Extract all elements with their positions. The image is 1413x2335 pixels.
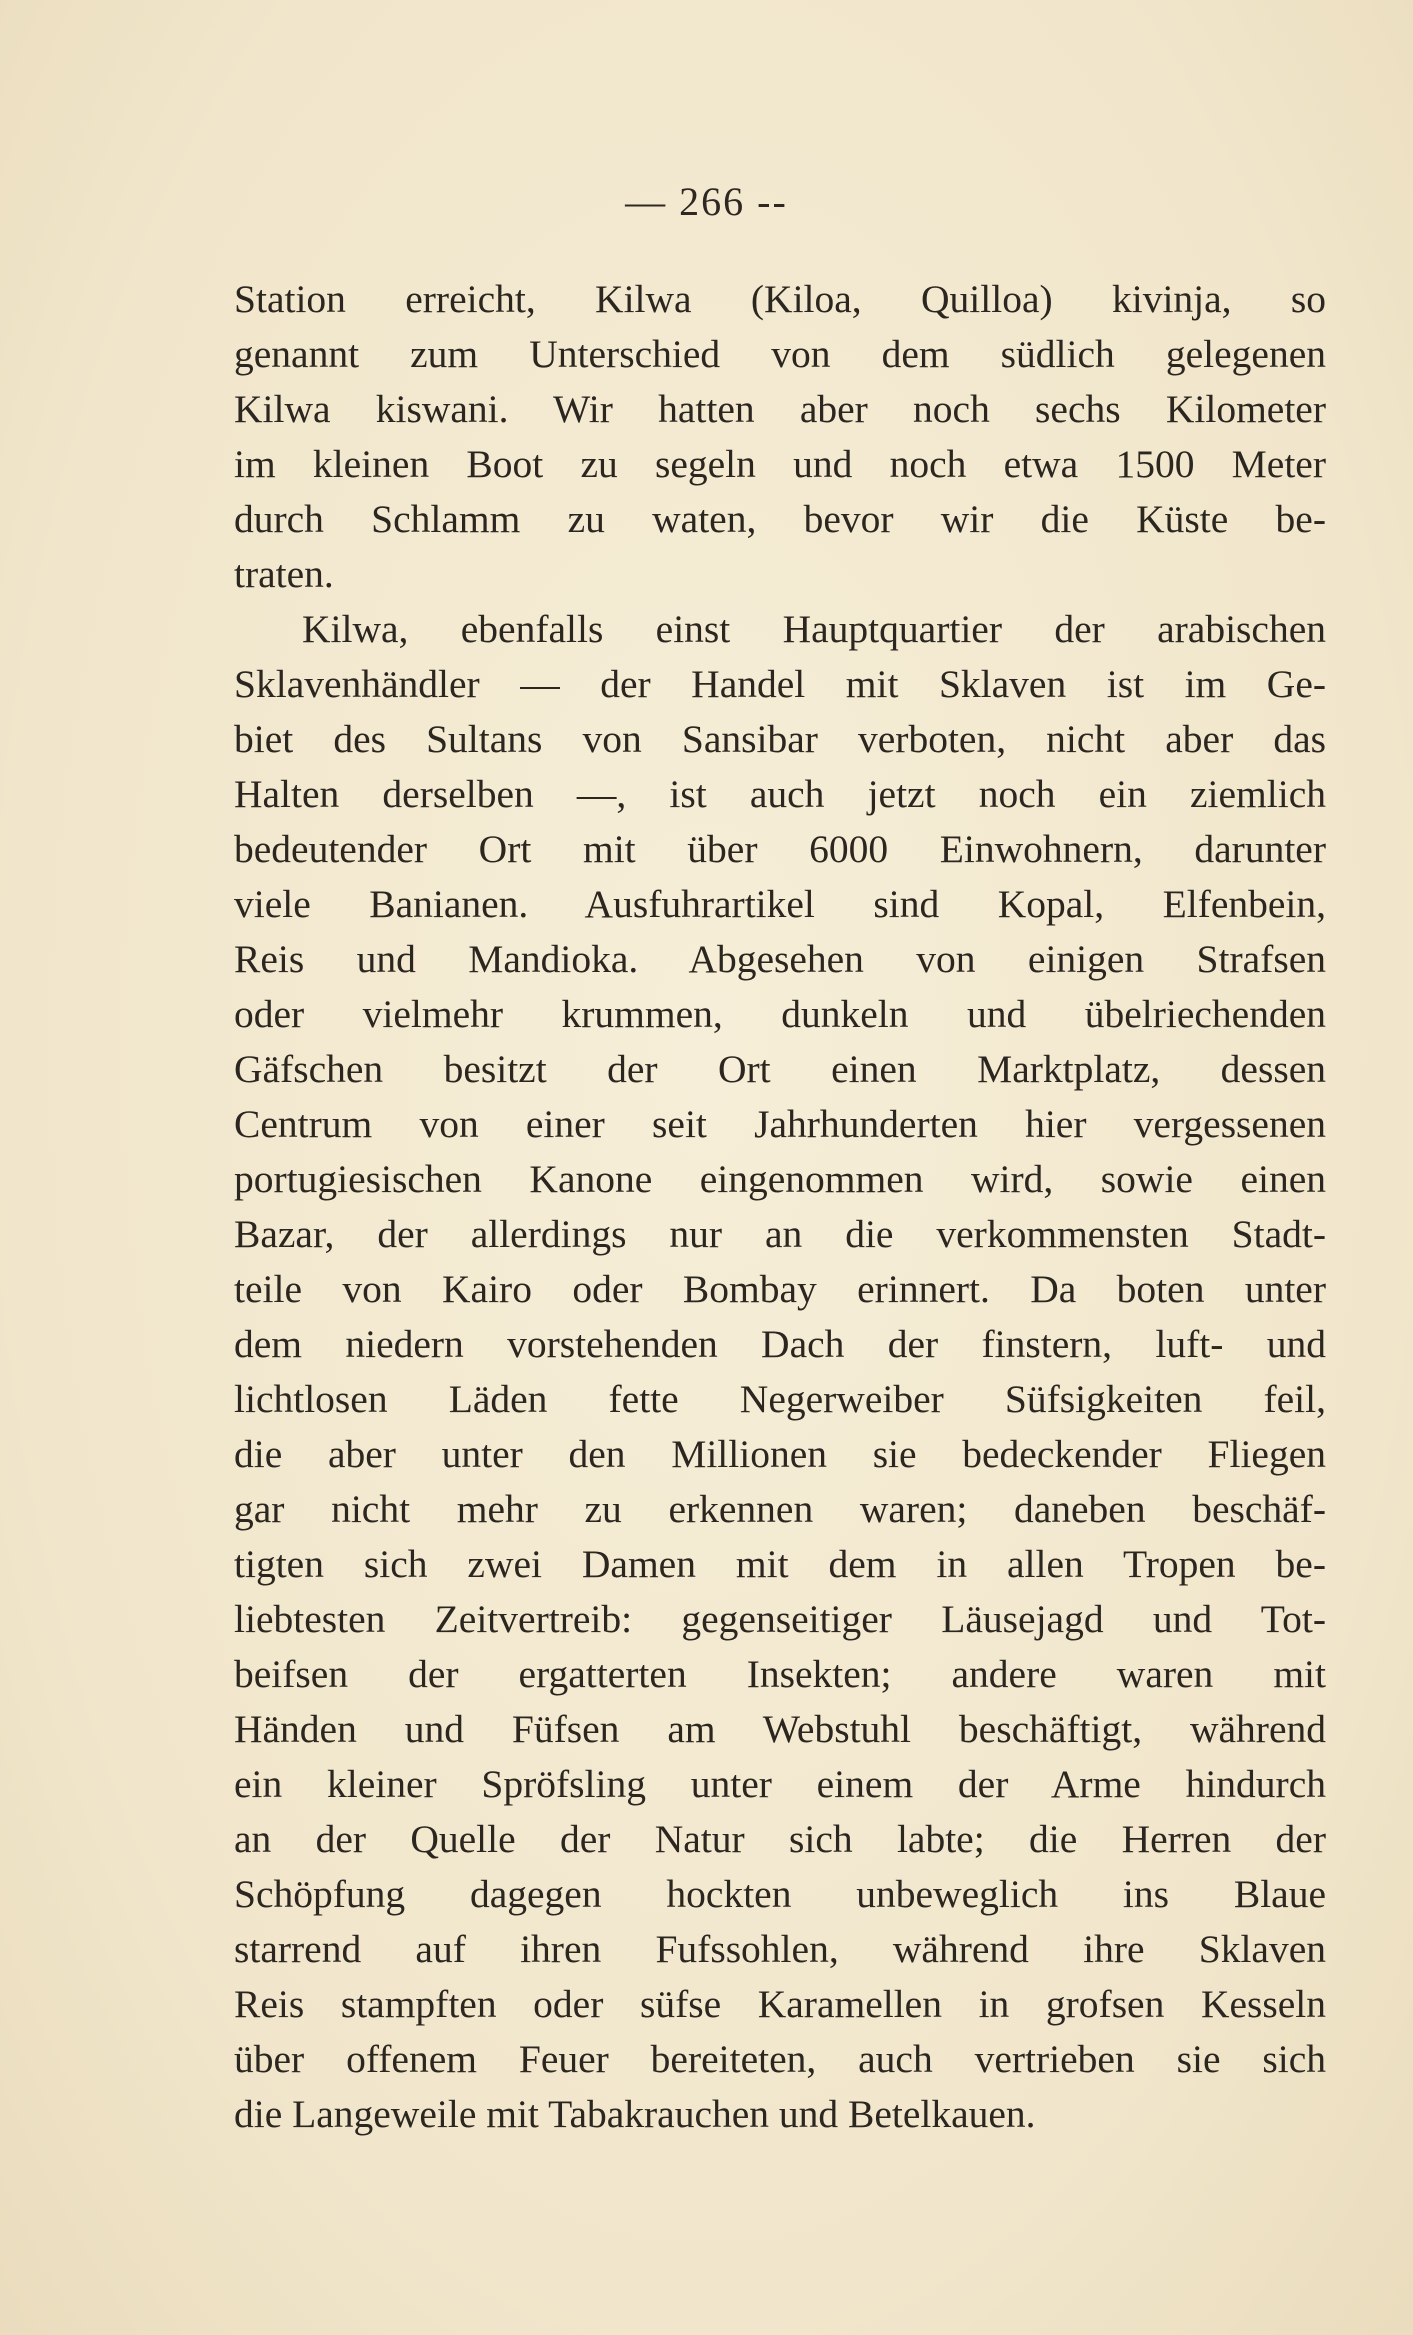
text-line: Station erreicht, Kilwa (Kiloa, Quilloa) kivinja, so: [234, 277, 1326, 321]
text-line: durch Schlamm zu waten, bevor wir die Küste be-: [234, 497, 1326, 541]
paragraph-first-line: Kilwa, ebenfalls einst Hauptquartier der arabischen: [302, 607, 1326, 651]
text-line: liebtesten Zeitvertreib: gegenseitiger Läusejagd und Tot-: [234, 1597, 1326, 1641]
text-line: tigten sich zwei Damen mit dem in allen Tropen be-: [234, 1542, 1326, 1586]
text-line: genannt zum Unterschied von dem südlich gelegenen: [234, 332, 1326, 376]
text-line: an der Quelle der Natur sich labte; die Herren der: [234, 1817, 1326, 1861]
text-line: im kleinen Boot zu segeln und noch etwa 1500 Meter: [234, 442, 1326, 486]
text-line: portugiesischen Kanone eingenommen wird, sowie einen: [234, 1157, 1326, 1201]
text-line: Bazar, der allerdings nur an die verkommensten Stadt-: [234, 1212, 1326, 1256]
text-line: gar nicht mehr zu erkennen waren; daneben beschäf-: [234, 1487, 1326, 1531]
text-line: viele Banianen. Ausfuhrartikel sind Kopal, Elfenbein,: [234, 882, 1326, 926]
text-line: traten.: [234, 552, 334, 596]
text-line: bedeutender Ort mit über 6000 Einwohnern, darunter: [234, 827, 1326, 871]
text-line: Reis stampften oder süfse Karamellen in grofsen Kesseln: [234, 1982, 1326, 2026]
page-number: — 266 --: [625, 179, 788, 224]
text-line: biet des Sultans von Sansibar verboten, nicht aber das: [234, 717, 1326, 761]
text-line: beifsen der ergatterten Insekten; andere waren mit: [234, 1652, 1326, 1696]
text-line: Sklavenhändler — der Handel mit Sklaven ist im Ge-: [234, 662, 1326, 706]
text-line: Halten derselben —, ist auch jetzt noch ein ziemlich: [234, 772, 1326, 816]
text-line: Kilwa kiswani. Wir hatten aber noch sechs Kilometer: [234, 387, 1326, 431]
text-line: Händen und Füfsen am Webstuhl beschäftigt, während: [234, 1707, 1326, 1751]
text-line: lichtlosen Läden fette Negerweiber Süfsigkeiten feil,: [234, 1377, 1326, 1421]
text-line: Centrum von einer seit Jahrhunderten hier vergessenen: [234, 1102, 1326, 1146]
text-line: starrend auf ihren Fufssohlen, während ihre Sklaven: [234, 1927, 1326, 1971]
text-line: über offenem Feuer bereiteten, auch vertrieben sie sich: [234, 2037, 1326, 2081]
text-line: teile von Kairo oder Bombay erinnert. Da boten unter: [234, 1267, 1326, 1311]
text-line: dem niedern vorstehenden Dach der finstern, luft- und: [234, 1322, 1326, 1366]
text-line: Reis und Mandioka. Abgesehen von einigen Strafsen: [234, 937, 1326, 981]
text-line: Schöpfung dagegen hockten unbeweglich ins Blaue: [234, 1872, 1326, 1916]
text-line: Gäfschen besitzt der Ort einen Marktplatz, dessen: [234, 1047, 1326, 1091]
text-line: die aber unter den Millionen sie bedeckender Fliegen: [234, 1432, 1326, 1476]
text-line: oder vielmehr krummen, dunkeln und übelriechenden: [234, 992, 1326, 1036]
text-line: ein kleiner Spröfsling unter einem der Arme hindurch: [234, 1762, 1326, 1806]
text-line: die Langeweile mit Tabakrauchen und Betelkauen.: [234, 2092, 1036, 2136]
